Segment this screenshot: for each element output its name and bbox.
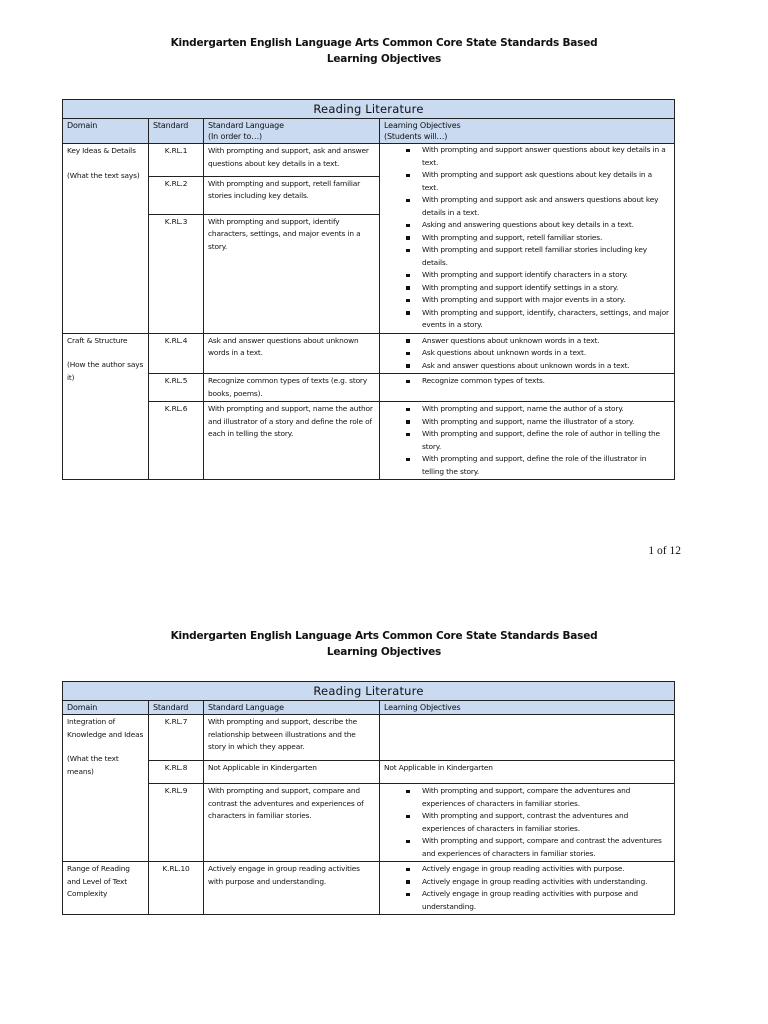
standard-code: K.RL.1 (149, 144, 204, 177)
learning-objectives-cell (380, 715, 675, 761)
objectives-list (384, 403, 670, 478)
domain-subtitle: (What the text means) (67, 754, 119, 776)
domain-subtitle: (What the text says) (67, 170, 140, 180)
document-title (0, 628, 768, 660)
objective-item: With prompting and support, name the illustrator of a story. (422, 416, 670, 429)
objective-item: With prompting and support ask and answers questions about key details in a text. (422, 194, 670, 219)
page-number: 1 of 12 (648, 545, 681, 557)
objective-item: Asking and answering questions about key details in a text. (422, 219, 670, 232)
standard-language: With prompting and support, identify characters, settings, and major events in a story. (204, 214, 380, 333)
domain-cell (63, 715, 149, 862)
table-header-row (63, 701, 675, 715)
objective-item: With prompting and support retell familiar stories including key details. (422, 244, 670, 269)
header-learning-objectives (380, 119, 675, 144)
table-row (63, 761, 675, 784)
section-title: Reading Literature (63, 100, 675, 119)
document-title (0, 35, 768, 67)
standard-code: K.RL.3 (149, 214, 204, 333)
document-title-line2: Learning Objectives (326, 646, 442, 658)
domain-name: Integration of Knowledge and Ideas (67, 717, 144, 739)
header-standard-language: Standard Language (204, 701, 380, 715)
domain-cell (63, 333, 149, 480)
header-standard: Standard (149, 119, 204, 144)
learning-objectives-cell (380, 862, 675, 915)
standard-code: K.RL.4 (149, 333, 204, 374)
section-title: Reading Literature (63, 682, 675, 701)
objective-item: Actively engage in group reading activities with purpose. (422, 863, 670, 876)
table-row (63, 374, 675, 402)
header-standard: Standard (149, 701, 204, 715)
objective-item: With prompting and support ask questions about key details in a text. (422, 169, 670, 194)
reading-literature-table-2 (62, 681, 675, 915)
standard-language: With prompting and support, name the author and illustrator of a story and define the role of each in telling the story. (204, 402, 380, 480)
header-standard-language (204, 119, 380, 144)
standard-code: K.RL.8 (149, 761, 204, 784)
standard-code: K.RL.5 (149, 374, 204, 402)
objective-item: With prompting and support, define the role of author in telling the story. (422, 428, 670, 453)
standard-code: K.RL.6 (149, 402, 204, 480)
objective-item: With prompting and support, define the role of the illustrator in telling the story. (422, 453, 670, 478)
standard-language: With prompting and support, ask and answer questions about key details in a text. (204, 144, 380, 177)
learning-objectives-cell (380, 144, 675, 334)
objective-item: With prompting and support with major events in a story. (422, 294, 670, 307)
header-standard-language-sub: (In order to…) (208, 132, 263, 141)
objective-item: With prompting and support, name the author of a story. (422, 403, 670, 416)
learning-objectives-cell (380, 374, 675, 402)
standard-code: K.RL.2 (149, 176, 204, 214)
learning-objectives-cell (380, 784, 675, 862)
learning-objectives-cell (380, 402, 675, 480)
objective-item: Recognize common types of texts. (422, 375, 670, 388)
standard-code: K.RL.10 (149, 862, 204, 915)
objective-item: Actively engage in group reading activities with purpose and understanding. (422, 888, 670, 913)
header-domain: Domain (63, 119, 149, 144)
objective-item: With prompting and support, compare and contrast the adventures and experiences of characters in familiar stories. (422, 835, 670, 860)
objective-item: Answer questions about unknown words in a text. (422, 335, 670, 348)
objectives-list (384, 335, 670, 373)
objective-item: Ask questions about unknown words in a text. (422, 347, 670, 360)
header-domain: Domain (63, 701, 149, 715)
table-row (63, 402, 675, 480)
header-learning-objectives-label: Learning Objectives (384, 121, 461, 130)
table-header-row (63, 119, 675, 144)
objective-item: With prompting and support, identify, characters, settings, and major events in a story. (422, 307, 670, 332)
table-row (63, 862, 675, 915)
domain-name: Range of Reading and Level of Text Complexity (67, 864, 130, 898)
domain-cell (63, 862, 149, 915)
document-title-line1: Kindergarten English Language Arts Common Core State Standards Based (170, 630, 598, 642)
objective-item: With prompting and support answer questions about key details in a text. (422, 144, 670, 169)
objective-item: With prompting and support, compare the adventures and experiences of characters in familiar stories. (422, 785, 670, 810)
standard-code: K.RL.7 (149, 715, 204, 761)
objective-item: Ask and answer questions about unknown words in a text. (422, 360, 670, 373)
learning-objectives-cell (380, 333, 675, 374)
objective-item: With prompting and support, retell familiar stories. (422, 232, 670, 245)
standard-code: K.RL.9 (149, 784, 204, 862)
learning-objectives-cell: Not Applicable in Kindergarten (380, 761, 675, 784)
header-learning-objectives: Learning Objectives (380, 701, 675, 715)
standard-language: With prompting and support, describe the relationship between illustrations and the story in which they appear. (204, 715, 380, 761)
objectives-list (384, 375, 670, 388)
table-row (63, 784, 675, 862)
objective-item: Actively engage in group reading activities with understanding. (422, 876, 670, 889)
domain-cell (63, 144, 149, 334)
objective-item: With prompting and support identify settings in a story. (422, 282, 670, 295)
standard-language: Actively engage in group reading activities with purpose and understanding. (204, 862, 380, 915)
standard-language: With prompting and support, retell familiar stories including key details. (204, 176, 380, 214)
standard-language: Recognize common types of texts (e.g. story books, poems). (204, 374, 380, 402)
domain-name: Key Ideas & Details (67, 146, 136, 155)
table-row (63, 333, 675, 374)
standard-language: Ask and answer questions about unknown words in a text. (204, 333, 380, 374)
standard-language: Not Applicable in Kindergarten (204, 761, 380, 784)
objective-item: With prompting and support, contrast the adventures and experiences of characters in familiar stories. (422, 810, 670, 835)
document-title-line1: Kindergarten English Language Arts Common Core State Standards Based (170, 37, 598, 49)
table-row (63, 144, 675, 177)
objectives-list (384, 863, 670, 913)
domain-subtitle: (How the author says it) (67, 360, 144, 382)
table-row (63, 715, 675, 761)
document-title-line2: Learning Objectives (326, 53, 442, 65)
objectives-list (384, 144, 670, 332)
standard-language: With prompting and support, compare and contrast the adventures and experiences of characters in familiar stories. (204, 784, 380, 862)
objective-item: With prompting and support identify characters in a story. (422, 269, 670, 282)
objectives-list (384, 785, 670, 860)
reading-literature-table-1 (62, 99, 675, 480)
header-standard-language-label: Standard Language (208, 121, 284, 130)
header-learning-objectives-sub: (Students will…) (384, 132, 448, 141)
domain-name: Craft & Structure (67, 335, 128, 345)
